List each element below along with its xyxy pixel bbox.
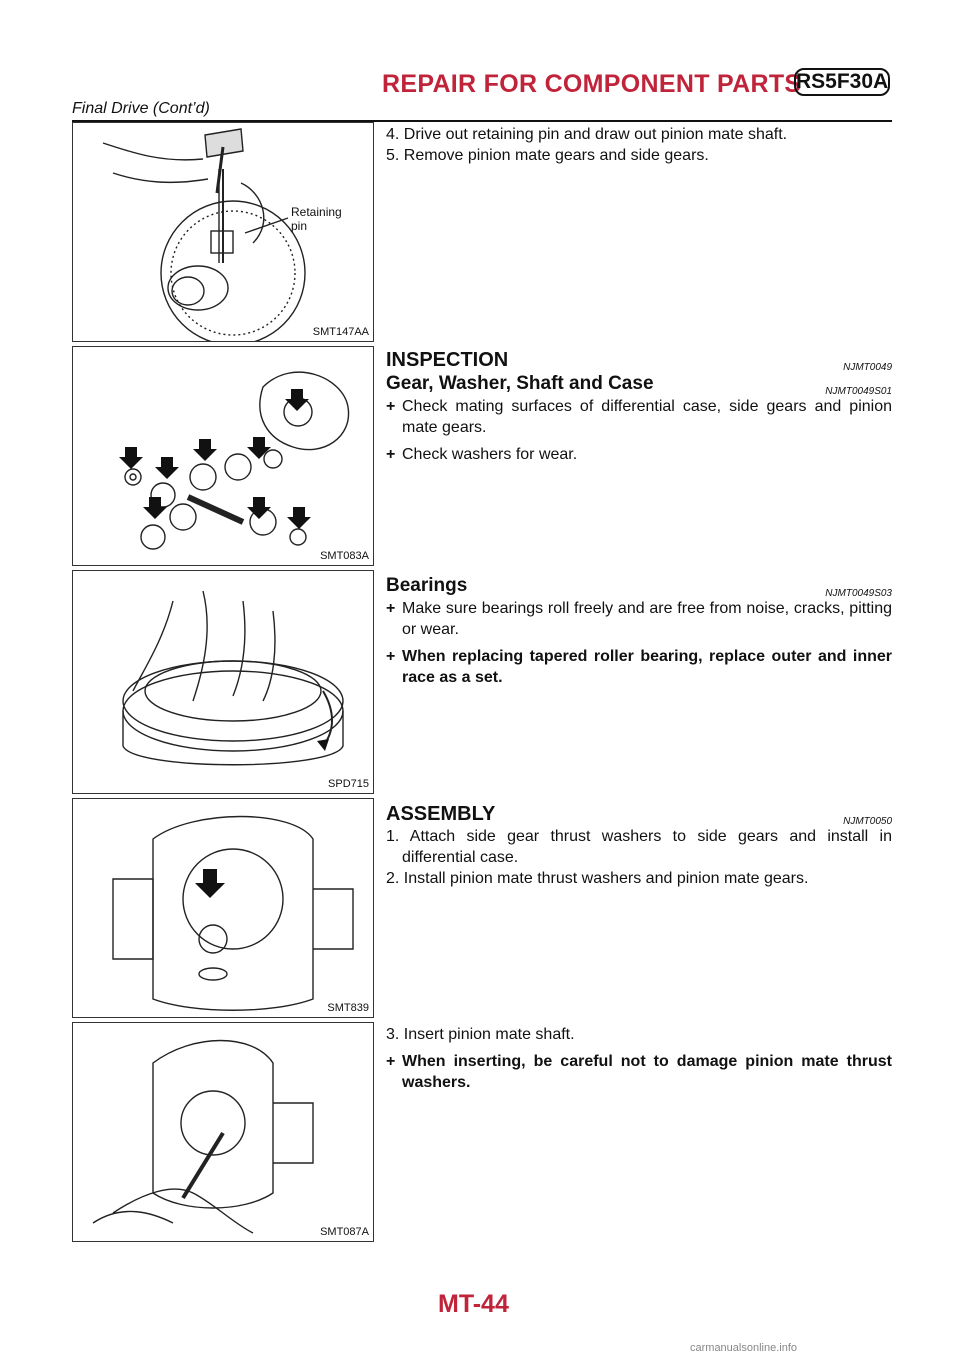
bearings-heading <box>386 574 892 598</box>
bullet-text: Check mating surfaces of differential case, side gears and pinion mate gears. <box>402 398 892 436</box>
assembly-ref: NJMT0050 <box>843 816 892 827</box>
bearing-illustration <box>73 571 374 794</box>
shaft-insertion-illustration <box>73 1023 374 1242</box>
bearings-title: Bearings <box>386 575 468 596</box>
bullet-text: When replacing tapered roller bearing, replace outer and inner race as a set. <box>402 648 892 686</box>
header-subtitle: Final Drive (Cont’d) <box>72 100 210 117</box>
step-2: 2. Install pinion mate thrust washers and pinion mate gears. <box>386 870 809 887</box>
inspection-section <box>386 348 892 465</box>
removal-steps <box>386 124 892 166</box>
figure-bearing <box>72 570 374 794</box>
model-badge: RS5F30A <box>794 68 890 96</box>
assembly-section <box>386 802 892 889</box>
svg-text:Retaining: Retaining <box>291 205 342 219</box>
bullet: + <box>386 600 396 617</box>
gear-washer-heading <box>386 372 892 396</box>
inspection-heading <box>386 348 892 372</box>
step-5: 5. Remove pinion mate gears and side gears. <box>386 147 709 164</box>
assembly-title: ASSEMBLY <box>386 803 496 825</box>
page-number: MT-44 <box>438 1290 509 1318</box>
bearings-ref: NJMT0049S03 <box>825 588 892 599</box>
bullet: + <box>386 398 396 415</box>
figure-code: SMT147AA <box>312 326 369 338</box>
figure-code: SMT083A <box>320 550 369 562</box>
header-title: REPAIR FOR COMPONENT PARTS <box>382 70 802 98</box>
page-header <box>72 64 892 120</box>
bullet: + <box>386 648 396 665</box>
figure-code: SMT087A <box>320 1226 369 1238</box>
svg-text:pin: pin <box>291 219 308 233</box>
list-item <box>386 444 892 465</box>
figure-insert-shaft <box>72 1022 374 1242</box>
step-3: 3. Insert pinion mate shaft. <box>386 1026 575 1043</box>
insert-shaft-section <box>386 1024 892 1093</box>
gear-washer-ref: NJMT0049S01 <box>825 386 892 397</box>
figure-code: SMT839 <box>327 1002 369 1014</box>
list-item <box>386 646 892 688</box>
list-item <box>386 598 892 640</box>
step-4: 4. Drive out retaining pin and draw out pinion mate shaft. <box>386 126 788 143</box>
step-1: 1. Attach side gear thrust washers to side gears and install in differential case. <box>386 828 892 866</box>
figure-differential-case <box>72 798 374 1018</box>
list-item <box>386 396 892 438</box>
watermark: carmanualsonline.info <box>690 1342 798 1354</box>
hammer-punch-illustration <box>73 123 374 342</box>
bullet-text: Make sure bearings roll freely and are free from noise, cracks, pitting or wear. <box>402 600 892 638</box>
bearings-section <box>386 574 892 688</box>
bullet-text: Check washers for wear. <box>402 446 578 463</box>
exploded-gears-illustration <box>73 347 374 566</box>
differential-case-illustration <box>73 799 374 1018</box>
inspection-ref: NJMT0049 <box>843 362 892 373</box>
bullet: + <box>386 1053 396 1070</box>
bullet: + <box>386 446 396 463</box>
list-item <box>386 1051 892 1093</box>
figure-gear-washer-parts <box>72 346 374 566</box>
inspection-title: INSPECTION <box>386 349 509 371</box>
caution-text: When inserting, be careful not to damage pinion mate thrust washers. <box>402 1053 892 1091</box>
figure-retaining-pin <box>72 122 374 342</box>
gear-washer-title: Gear, Washer, Shaft and Case <box>386 373 654 394</box>
figure-code: SPD715 <box>328 778 369 790</box>
assembly-heading <box>386 802 892 826</box>
